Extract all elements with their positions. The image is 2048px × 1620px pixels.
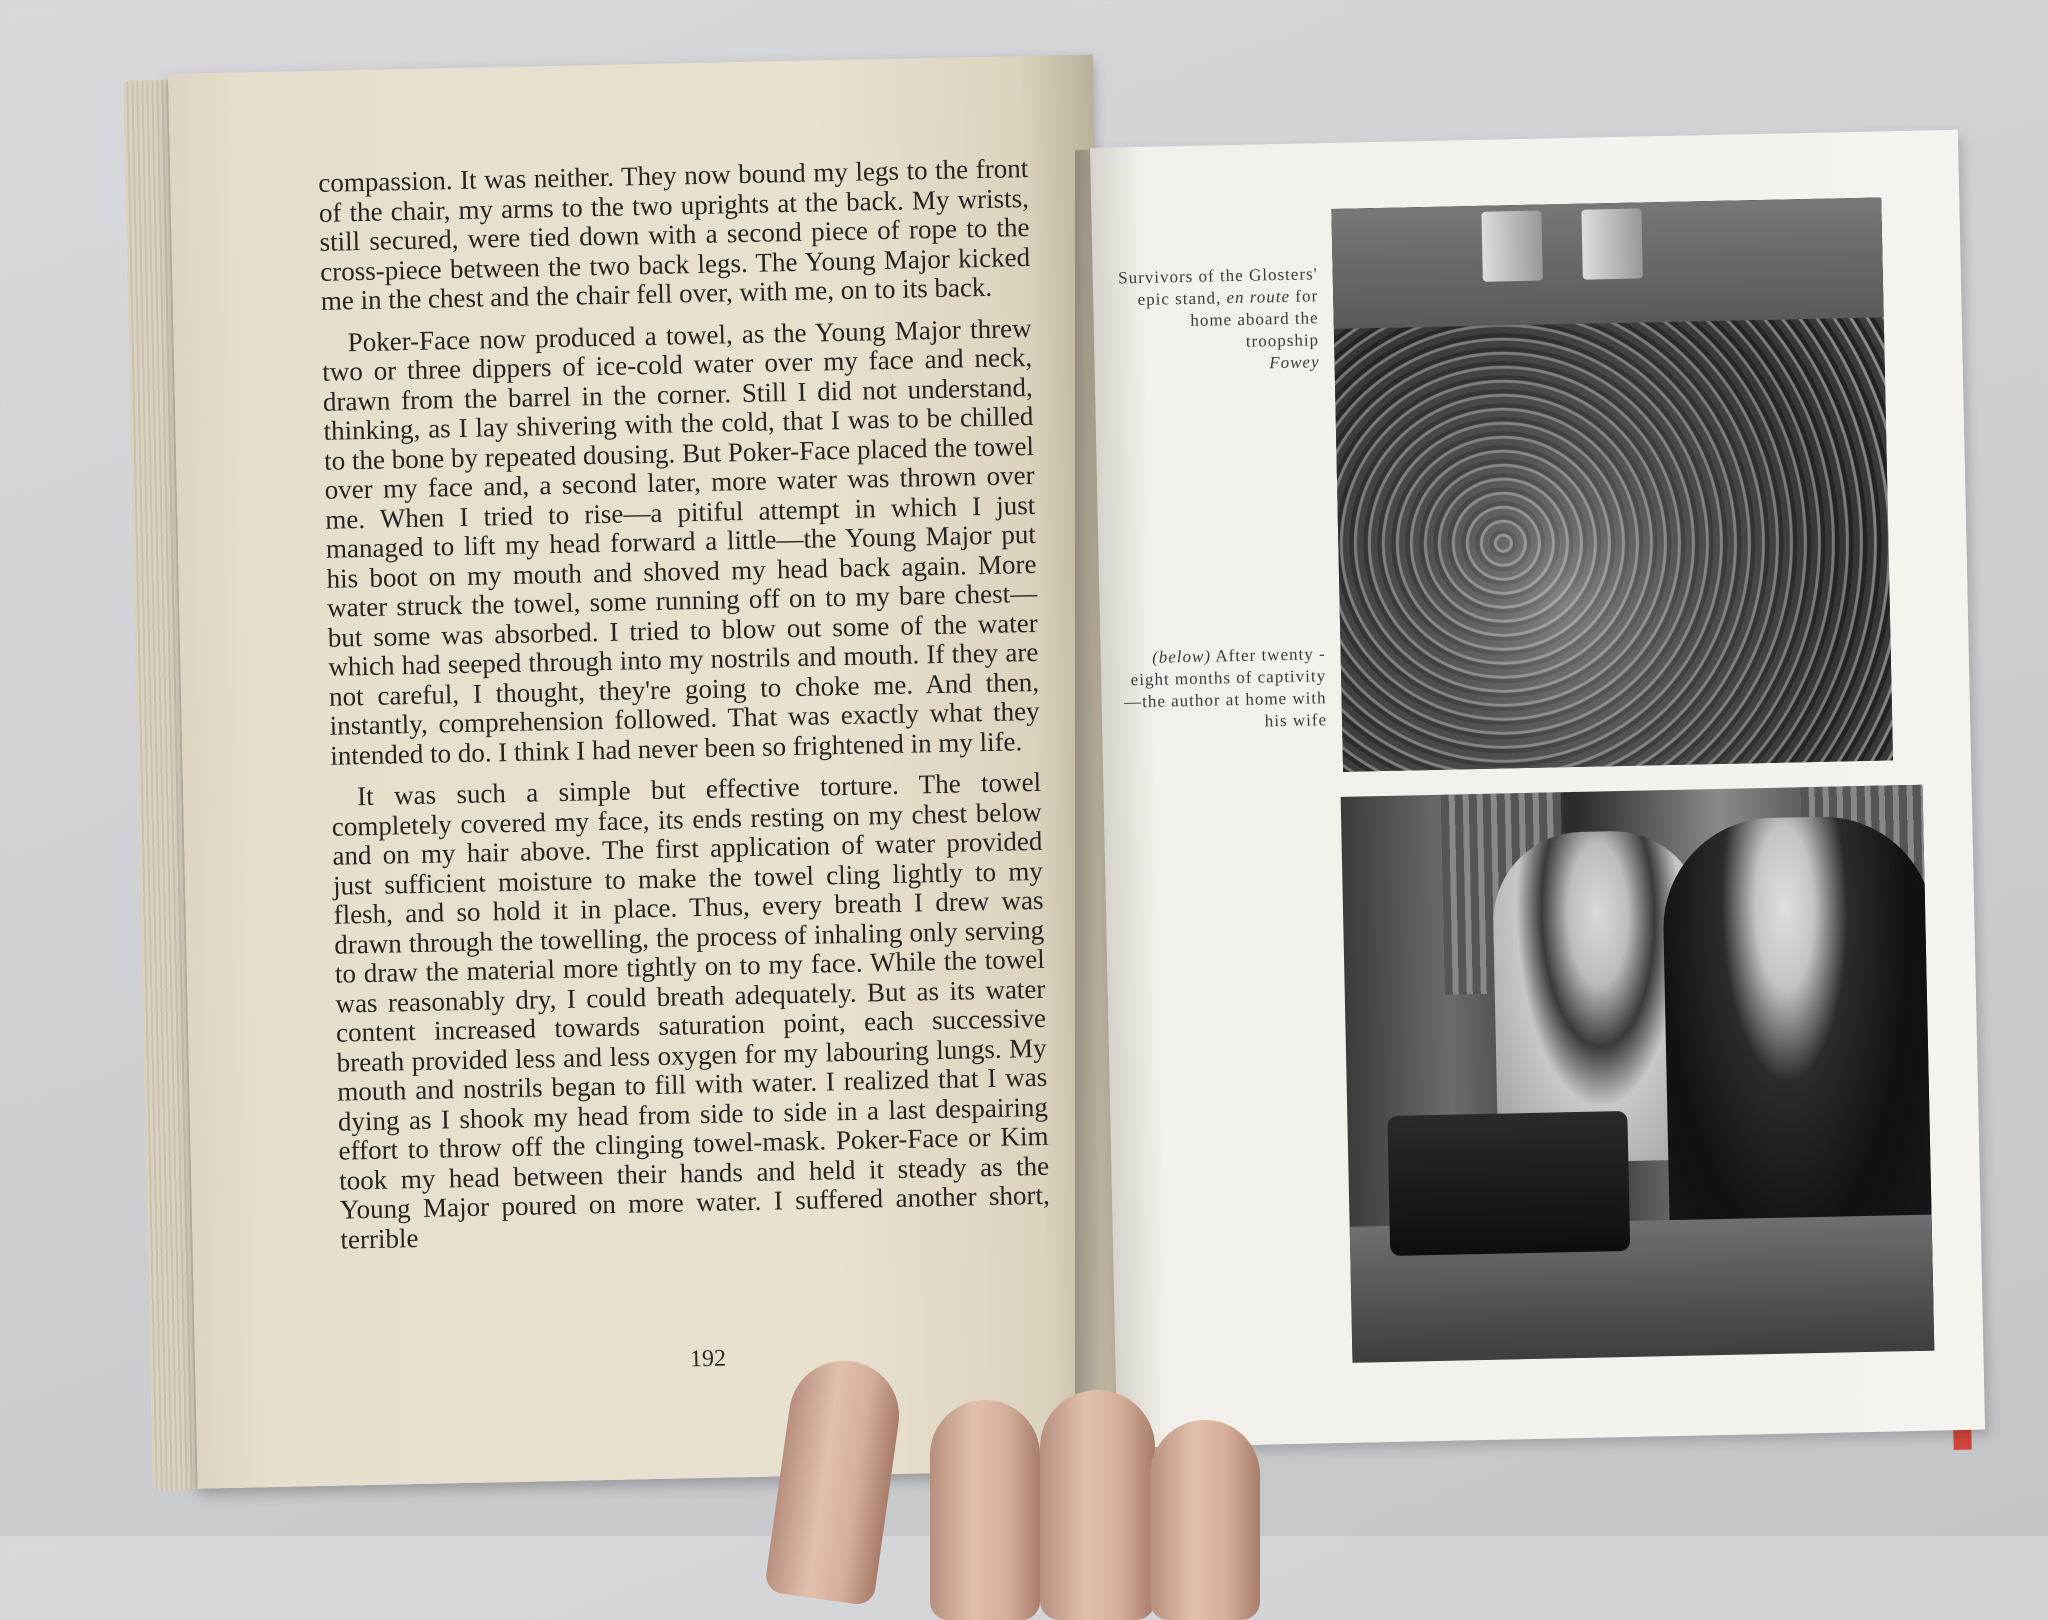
finger-thumb (764, 1354, 906, 1607)
typewriter (1387, 1111, 1630, 1256)
finger-1 (930, 1400, 1040, 1620)
caption-bottom (1120, 643, 1327, 735)
hand (780, 1360, 1300, 1590)
caption-top-italic-2: Fowey (1269, 352, 1320, 373)
author-and-wife-photo (1341, 785, 1935, 1363)
paragraph-3: It was such a simple but effective torture. The towel completely covered my face, its ends resting on my chest below and on my hair above. The first application of water provided just sufficient moisture to make the towel cling lightly to my flesh, and so hold it in place. Thus, every breath I drew was drawn through the towelling, the process of inhaling only serving to draw the material more tightly on to my face. While the towel was reasonably dry, I could breath adequately. But as its water content increased towards saturation point, each successive breath provided less and less oxygen for my labouring lungs. My mouth and nostrils began to fill with water. I realized that I was dying as I shook my head from side to side in a last despairing effort to throw off the clinging towel-mask. Poker-Face or Kim took my head between their hands and held it steady as the Young Major poured on more water. I suffered another short, terrible (331, 766, 1050, 1255)
caption-top-mid: for home aboard the troopship (1190, 286, 1320, 351)
page-number: 192 (689, 1345, 727, 1373)
paragraph-2: Poker-Face now produced a towel, as the Young Major threw two or three dippers of ice-cold water over my face and neck, drawn from the barrel in the corner. Still I did not understand, thinking, as I lay shivering with the cold, that I was to be chilled to the bone by repeated dousing. But Poker-Face placed the towel over my face and, a second later, more water was thrown over me. When I tried to rise—a pitiful attempt in which I just managed to lift my head forward a little—the Young Major put his boot on my mouth and shoved my head back again. More water struck the towel, some running off on to my bare chest—but some was absorbed. I tried to blow out some of the water which had seeped through into my nostrils and mouth. If they are not careful, I thought, they're going to choke me. And then, instantly, comprehension followed. That was exactly what they intended to do. I think I had never been so frightened in my life. (321, 312, 1040, 771)
finger-3 (1150, 1420, 1260, 1620)
caption-bottom-italic: (below) (1151, 646, 1212, 667)
caption-top-lead: Survivors of the Glosters' epic stand, (1117, 264, 1318, 310)
finger-2 (1040, 1390, 1155, 1620)
body-text (318, 154, 1051, 1267)
caption-top (1113, 263, 1320, 377)
left-page (168, 55, 1122, 1489)
paragraph-1: compassion. It was neither. They now bound my legs to the front of the chair, my arms to the two uprights at the back. My wrists, still secured, were tied down with a second piece of rope to the cross-piece between the two back legs. The Young Major kicked me in the chest and the chair fell over, with me, on to its back. (317, 153, 1031, 316)
ventilator-1 (1481, 211, 1542, 282)
ventilator-2 (1581, 208, 1642, 279)
caption-bottom-text: After twenty - eight months of captivity—the author at home with his wife (1123, 644, 1328, 731)
right-page (1090, 130, 1985, 1448)
troopship-photo (1331, 197, 1893, 771)
caption-top-italic-1: en route (1226, 286, 1291, 308)
